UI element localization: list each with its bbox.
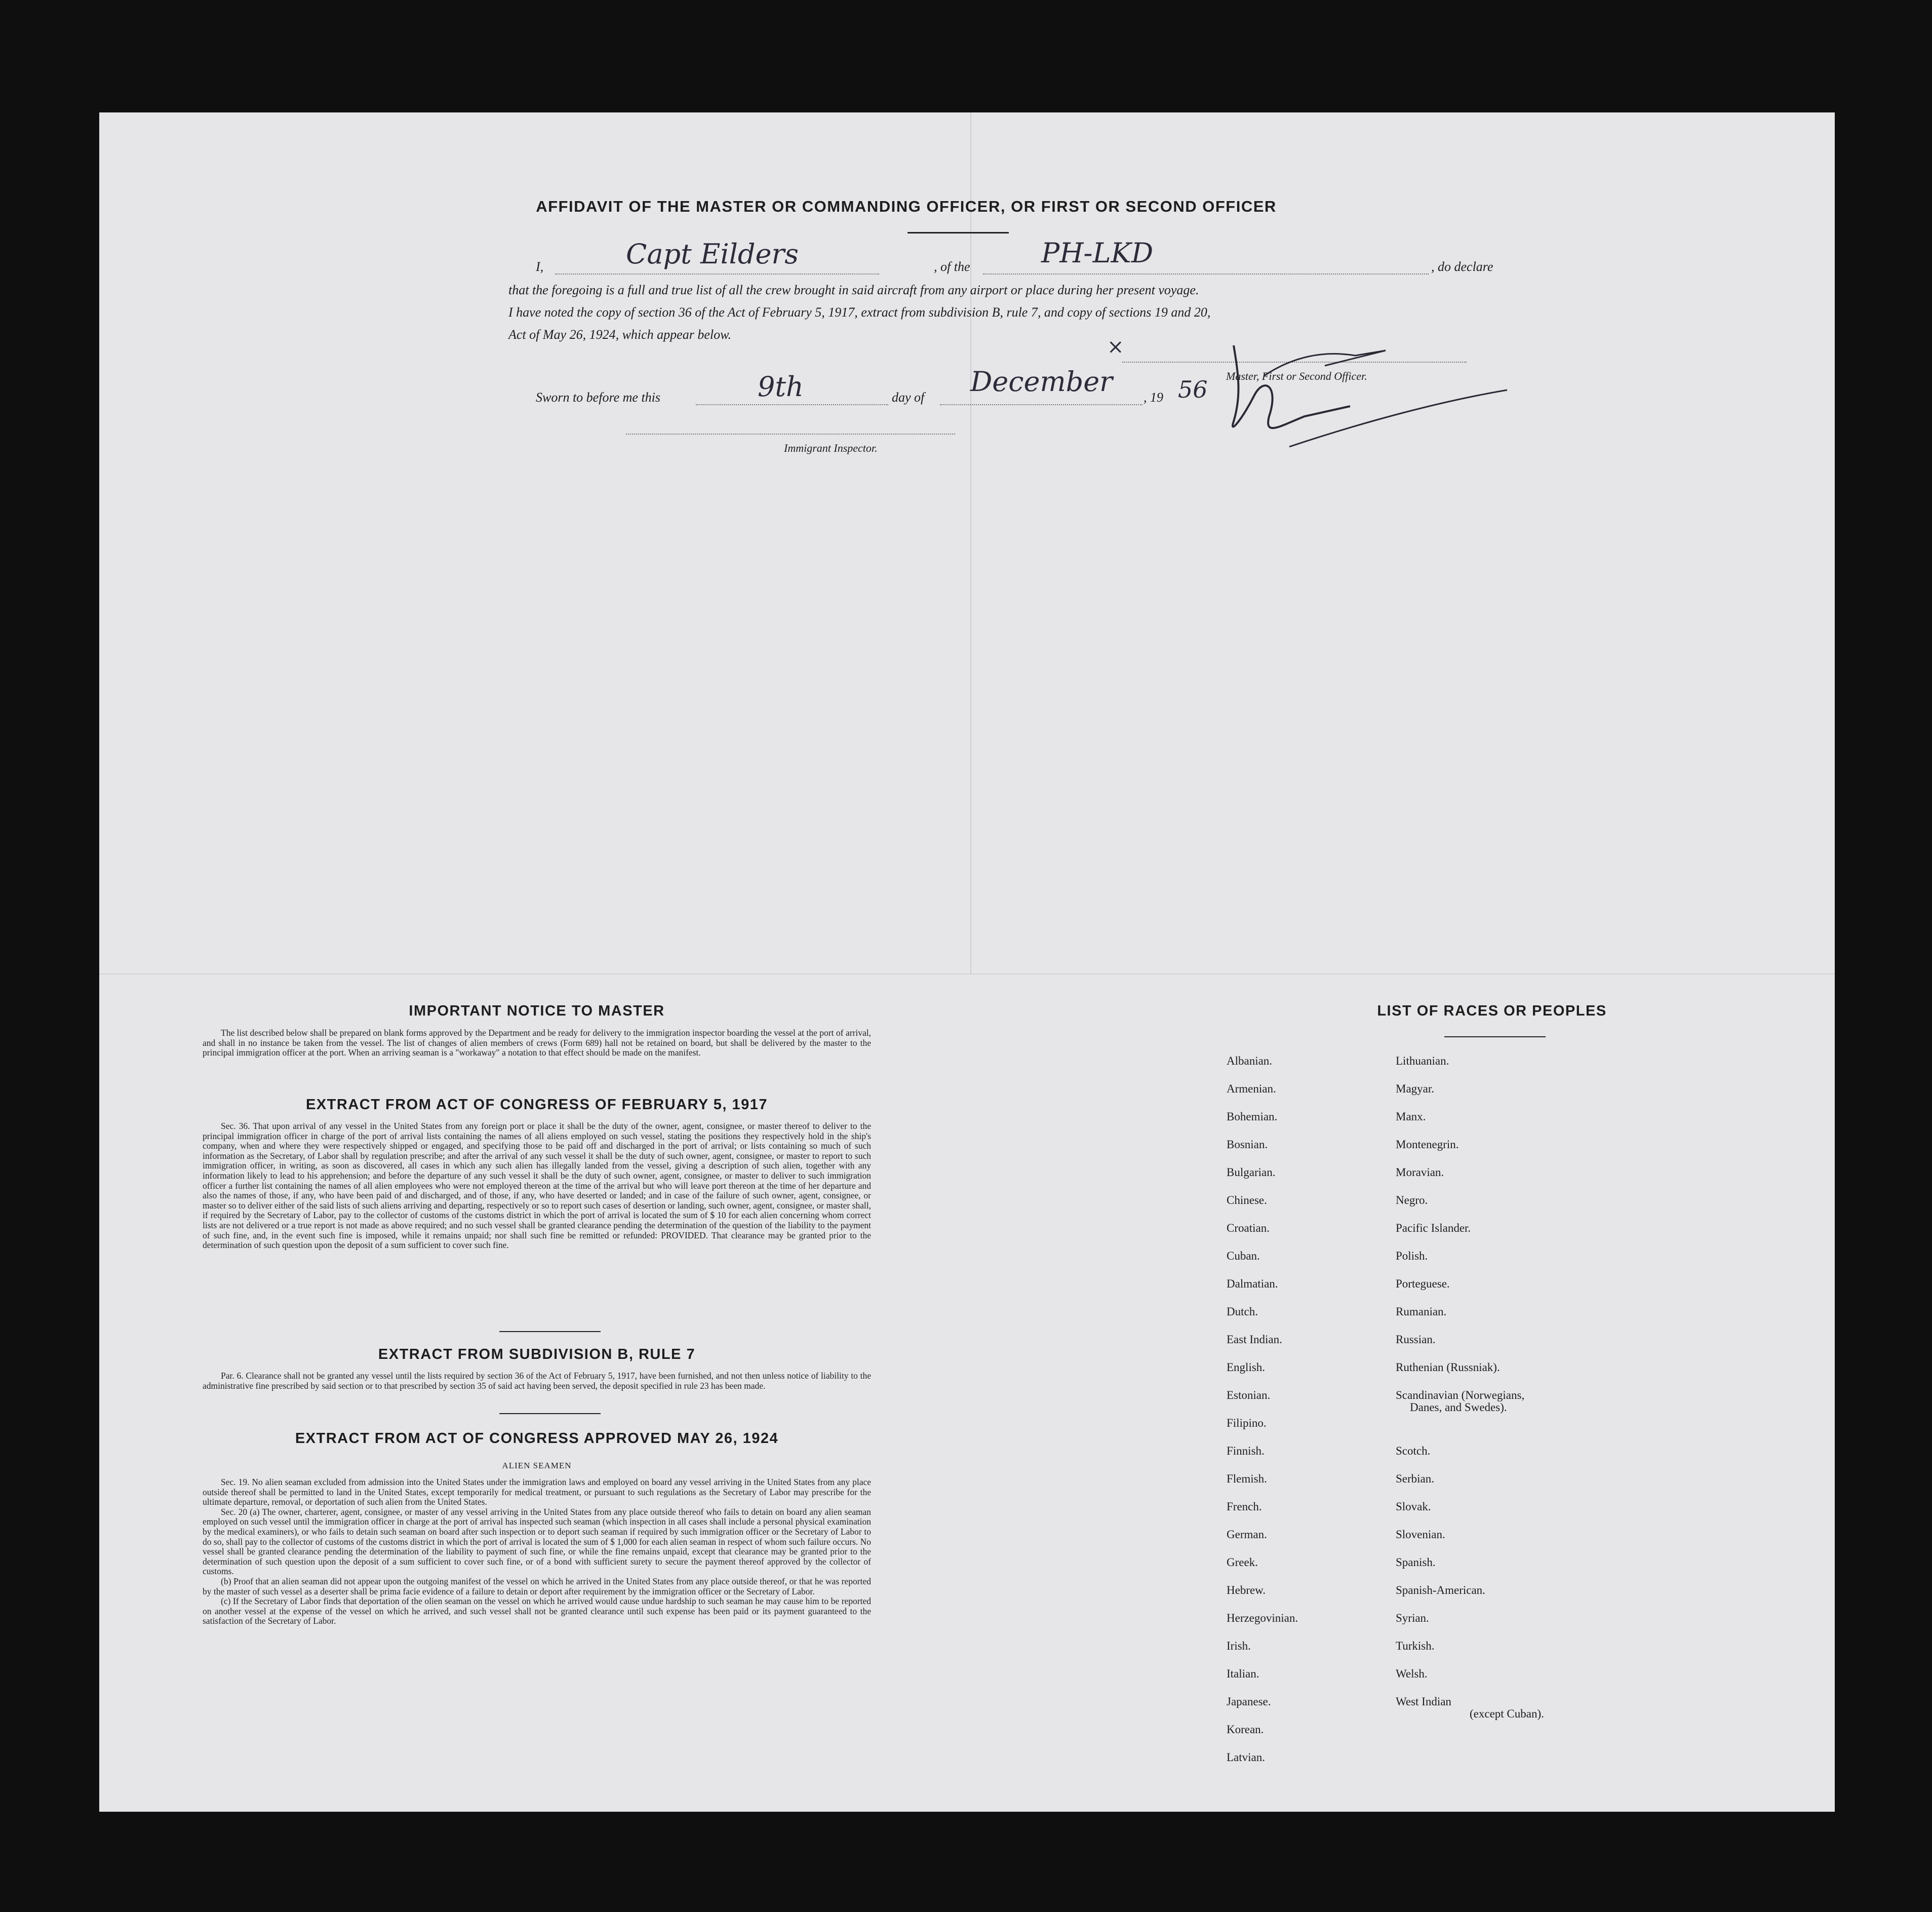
- title-rule: [908, 232, 1009, 233]
- race-label: Greek.: [1227, 1556, 1258, 1569]
- race-label: Scotch.: [1396, 1445, 1431, 1457]
- race-label: Finnish.: [1227, 1445, 1265, 1457]
- race-label: Dutch.: [1227, 1305, 1258, 1318]
- race-item: [1227, 1082, 1298, 1110]
- sworn-prefix: Sworn to before me this: [536, 390, 661, 405]
- fold-line-horizontal: [99, 973, 1835, 974]
- race-label: German.: [1227, 1528, 1267, 1541]
- notice-text: The list described below shall be prepared on blank forms approved by the Department and be ready for delivery to the immigration inspector boarding the vessel at the port of arrival, and shall in no instance be taken from the vessel. The list of changes of alien members of crews (Form 689) hall not be retained on board, but shall be delivered by the master to the principal immigration officer at the port. When an arriving seaman is a "workaway" a notation to that effect should be made on the manifest.: [203, 1028, 871, 1058]
- affidavit-line1-suffix: , do declare: [1431, 259, 1493, 274]
- race-item: [1227, 1277, 1298, 1305]
- inspector-caption: Immigrant Inspector.: [784, 442, 878, 454]
- affidavit-line3: I have noted the copy of section 36 of the Act of February 5, 1917, extract from subdivision B, rule 7, and copy of sections 19 and 20,: [508, 305, 1211, 320]
- document-sheet: [99, 112, 1835, 1812]
- race-label: West Indian: [1396, 1695, 1451, 1708]
- race-item: [1396, 1500, 1524, 1528]
- officer-signature: [99, 112, 100, 113]
- race-item: [1227, 1612, 1298, 1640]
- affidavit-of-the: , of the: [934, 259, 970, 274]
- race-label: Bohemian.: [1227, 1110, 1278, 1123]
- race-label: Croatian.: [1227, 1222, 1270, 1234]
- race-item: [1227, 1417, 1298, 1445]
- race-item: [1396, 1250, 1524, 1277]
- race-item: [1396, 1055, 1524, 1082]
- race-item: [1396, 1417, 1524, 1445]
- race-item: [1396, 1389, 1524, 1417]
- race-item: [1396, 1640, 1524, 1667]
- rule7-rule: [499, 1413, 601, 1414]
- race-label: Moravian.: [1396, 1166, 1444, 1179]
- aircraft-handwritten: PH-LKD: [1041, 237, 1154, 269]
- aircraft-blank: [983, 274, 1429, 275]
- race-item: [1227, 1445, 1298, 1472]
- race-label: Latvian.: [1227, 1751, 1265, 1764]
- race-label: Chinese.: [1227, 1194, 1267, 1206]
- race-item: [1227, 1389, 1298, 1417]
- race-item: [1396, 1166, 1524, 1194]
- fold-line-vertical: [970, 112, 971, 973]
- race-item: [1396, 1556, 1524, 1584]
- race-label: Bulgarian.: [1227, 1166, 1276, 1179]
- name-handwritten: Capt Eilders: [626, 238, 799, 270]
- race-item: [1396, 1528, 1524, 1556]
- race-item: [1227, 1250, 1298, 1277]
- race-label: Manx.: [1396, 1110, 1426, 1123]
- race-label: Rumanian.: [1396, 1305, 1447, 1318]
- race-label: Polish.: [1396, 1250, 1428, 1262]
- race-item: [1227, 1361, 1298, 1389]
- race-item: [1396, 1305, 1524, 1333]
- race-label: Armenian.: [1227, 1082, 1276, 1095]
- extract-1917-title: EXTRACT FROM ACT OF CONGRESS OF FEBRUARY 5, 1917: [305, 1097, 768, 1113]
- month-blank: [940, 404, 1142, 405]
- race-label: Porteguese.: [1396, 1277, 1450, 1290]
- race-item: [1227, 1333, 1298, 1361]
- race-label: Bosnian.: [1227, 1138, 1268, 1151]
- race-item: [1227, 1222, 1298, 1250]
- race-item: [1227, 1110, 1298, 1138]
- sec19-paragraph: Sec. 19. No alien seaman excluded from admission into the United States under the immigration laws and employed on board any vessel arriving in the United States from any place outside thereof shall be permitted to land in the United States, except temporarily for medical treatment, or pursuant to such regulations as the Secretary of Labor may prescribe for the ultimate departure, removal, or deportation of such alien from the United States.: [203, 1477, 871, 1507]
- race-label: Dalmatian.: [1227, 1277, 1278, 1290]
- month-handwritten: December: [970, 366, 1113, 398]
- race-item: [1396, 1194, 1524, 1222]
- race-item: [1227, 1472, 1298, 1500]
- race-label: Serbian.: [1396, 1472, 1435, 1485]
- race-item: [1396, 1667, 1524, 1695]
- race-label: Italian.: [1227, 1667, 1259, 1680]
- races-title: LIST OF RACES OR PEOPLES: [1377, 1003, 1607, 1019]
- race-label: Slovenian.: [1396, 1528, 1445, 1541]
- race-label: Turkish.: [1396, 1640, 1435, 1652]
- sec20a-paragraph: Sec. 20 (a) The owner, charterer, agent, consignee, or master of any vessel arriving in the United States from any place outside thereof who fails to detain on board any alien seaman employed on such vessel until the immigration officer in charge at the port of arrival has inspected such seaman (which inspection in all cases shall include a personal physical examination by the medical examiners), or who fails to detain such seaman on board after such inspection or to deport such seaman if required by such immigration officer or the Secretary of Labor to do so, shall pay to the collector of customs of the customs district in which the port of arrival is located the sum of $ 1,000 for each alien seaman in respect of whom such failure occurs. No vessel shall be granted clearance pending the determination of the liability to payment of such fine, or while the fine remains unpaid, except that clearance may be granted prior to the determination of such question upon the deposit of a sum sufficient to cover such fine, or of a bond with sufficient surety to secure the payment thereof approved by the collector of customs.: [203, 1506, 871, 1577]
- race-item: [1227, 1556, 1298, 1584]
- race-label: Japanese.: [1227, 1695, 1271, 1708]
- race-item: [1227, 1500, 1298, 1528]
- day-of-label: day of: [892, 390, 925, 405]
- rule7-text: Par. 6. Clearance shall not be granted any vessel until the lists required by section 36 of the Act of February 5, 1917, have been furnished, and not then unless notice of liability to the administrative fine prescribed by said section or to that prescribed by section 35 of said act having been served, the deposit specified in rule 23 has been made.: [203, 1371, 871, 1391]
- race-label: Ruthenian (Russniak).: [1396, 1361, 1500, 1374]
- race-item: [1396, 1110, 1524, 1138]
- race-label: Scandinavian (Norwegians,: [1396, 1389, 1525, 1401]
- race-item: [1396, 1445, 1524, 1472]
- sec20c-paragraph: (c) If the Secretary of Labor finds that deportation of the olien seaman on the vessel on which he arrived would cause undue hardship to such seaman he may cause him to be reported on another vessel at the expense of the vessel on which he arrived, and such vessel shall not be granted clearance until such expense has been paid or its payment guaranteed to the satisfaction of the Secretary of Labor.: [203, 1596, 871, 1626]
- race-label: English.: [1227, 1361, 1266, 1374]
- officer-signature-blank: [1122, 362, 1467, 363]
- race-item: [1227, 1305, 1298, 1333]
- race-item: [1396, 1472, 1524, 1500]
- rule7-title: EXTRACT FROM SUBDIVISION B, RULE 7: [378, 1346, 696, 1362]
- race-item: [1396, 1612, 1524, 1640]
- race-label: Slovak.: [1396, 1500, 1431, 1513]
- race-item: [1227, 1055, 1298, 1082]
- race-label: Flemish.: [1227, 1472, 1267, 1485]
- race-item: [1396, 1584, 1524, 1612]
- race-label: French.: [1227, 1500, 1262, 1513]
- year-prefix: , 19: [1144, 390, 1163, 405]
- notice-title: IMPORTANT NOTICE TO MASTER: [409, 1003, 665, 1019]
- race-item: [1396, 1138, 1524, 1166]
- race-label: Magyar.: [1396, 1082, 1435, 1095]
- race-item: [1396, 1361, 1524, 1389]
- extract-1924-body: [203, 1477, 871, 1626]
- affidavit-line1-prefix: I,: [536, 259, 544, 274]
- race-label: Pacific Islander.: [1396, 1222, 1471, 1234]
- sec20b-paragraph: (b) Proof that an alien seaman did not appear upon the outgoing manifest of the vessel on which he arrived in the United States from any place outside thereof, or that he was reported by the master of such vessel as a deserter shall be prima facie evidence of a failure to detain or deport after requirement by the immigration officer or the Secretary of Labor.: [203, 1576, 871, 1596]
- race-label: Spanish-American.: [1396, 1584, 1485, 1596]
- race-label: Korean.: [1227, 1723, 1264, 1736]
- affidavit-line2: that the foregoing is a full and true list of all the crew brought in said aircraft from any airport or place during her present voyage.: [508, 283, 1199, 297]
- race-label: Spanish.: [1396, 1556, 1436, 1569]
- race-label: Syrian.: [1396, 1612, 1429, 1624]
- day-blank: [696, 404, 888, 405]
- affidavit-title: AFFIDAVIT OF THE MASTER OR COMMANDING OFFICER, OR FIRST OR SECOND OFFICER: [536, 198, 1277, 215]
- race-item: [1227, 1138, 1298, 1166]
- extract-1917-text: Sec. 36. That upon arrival of any vessel in the United States from any foreign port or place it shall be the duty of the owner, agent, consignee, or master thereof to deliver to the principal immigration officer in charge of the port of arrival lists containing the names of all aliens employed on such vessel, stating the positions they respectively hold in the ship's company, when and where they were respectively shipped or engaged, and specifying those to be paid off and discharged in the port of arrival; or lists containing so much of such information as the Secretary, of Labor shall by regulation prescribe; and after the arrival of any such vessel it shall be the duty of such owner, agent, consignee, or master to report to such immigration officer, in writing, as soon as discovered, all cases in which any such alien has illegally landed from the vessel, giving a description of such alien, together with any information likely to lead to his apprehension; and before the departure of any such vessel it shall be the duty of such owner, agent, consignee, or master to deliver to such immigration officer a further list containing the names of all alien employees who were not employed thereon at the time of the arrival but who will leave port thereon at the time of her departure and also the names of those, if any, who have been paid of and discharged, and of those, if any, who have deserted or landed; and in case of the failure of such owner, agent, consignee, or master so to deliver either of the said lists of such aliens arriving and departing, respectively or so to report such cases of desertion or landing, such owner, agent, consignee, or master shall, if required by the Secretary of Labor, pay to the collector of customs of the customs district in which the port of arrival is located the sum of $ 10 for each alien concerning whom correct lists are not delivered or a true report is not made as above required; and no such vessel shall be granted clearance pending the determination of the question of the liability to the payment of such fine, and, in the event such fine is imposed, while it remains unpaid; nor shall such fine be remitted or refunded: PROVIDED. That clearance may be granted prior to the determination of such question upon the deposit of a sum sufficient to cover such fine.: [203, 1121, 871, 1251]
- race-item: [1227, 1640, 1298, 1667]
- race-item: [1227, 1751, 1298, 1779]
- race-label: Estonian.: [1227, 1389, 1271, 1401]
- affidavit-line4: Act of May 26, 1924, which appear below.: [508, 327, 732, 342]
- race-label: East Indian.: [1227, 1333, 1282, 1346]
- extract-1917-rule: [499, 1331, 601, 1332]
- race-label: Montenegrin.: [1396, 1138, 1459, 1151]
- signature-mark: ×: [1107, 335, 1124, 359]
- race-item: [1227, 1166, 1298, 1194]
- race-label: Welsh.: [1396, 1667, 1428, 1680]
- race-label: Filipino.: [1227, 1417, 1267, 1429]
- race-item: [1227, 1667, 1298, 1695]
- extract-1924-subtitle: ALIEN SEAMEN: [502, 1461, 572, 1470]
- race-item: [1396, 1333, 1524, 1361]
- race-label: Hebrew.: [1227, 1584, 1266, 1596]
- race-item: [1227, 1194, 1298, 1222]
- extract-1924-title: EXTRACT FROM ACT OF CONGRESS APPROVED MAY 26, 1924: [295, 1430, 779, 1447]
- races-right-column: [1396, 1055, 1544, 1723]
- race-label: Lithuanian.: [1396, 1055, 1449, 1067]
- race-label: Irish.: [1227, 1640, 1251, 1652]
- race-item: [1227, 1723, 1298, 1751]
- race-label: Albanian.: [1227, 1055, 1273, 1067]
- race-item: [1227, 1528, 1298, 1556]
- race-item: [1227, 1584, 1298, 1612]
- race-label: Cuban.: [1227, 1250, 1260, 1262]
- race-label-continuation: Danes, and Swedes).: [1410, 1401, 1507, 1414]
- races-title-rule: [1444, 1036, 1546, 1037]
- year-handwritten: 56: [1178, 376, 1208, 403]
- race-item: [1396, 1695, 1544, 1723]
- name-blank: [555, 274, 879, 275]
- race-label: Herzegovinian.: [1227, 1612, 1298, 1624]
- race-item: [1227, 1695, 1298, 1723]
- inspector-signature-blank: [626, 434, 955, 435]
- day-handwritten: 9th: [758, 371, 804, 403]
- officer-caption: Master, First or Second Officer.: [1226, 370, 1367, 382]
- races-left-column: [1227, 1055, 1298, 1779]
- race-item: [1396, 1222, 1524, 1250]
- race-item: [1396, 1277, 1524, 1305]
- race-label-continuation: (except Cuban).: [1470, 1707, 1544, 1720]
- race-label: Russian.: [1396, 1333, 1436, 1346]
- race-label: Negro.: [1396, 1194, 1428, 1206]
- race-item: [1396, 1082, 1524, 1110]
